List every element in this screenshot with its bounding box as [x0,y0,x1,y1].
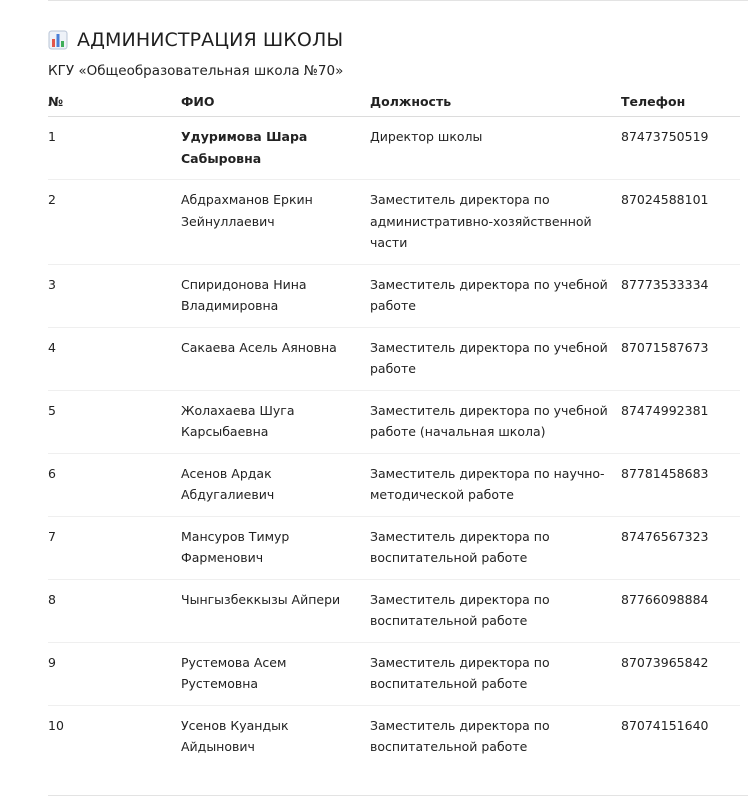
table-row [48,705,740,768]
cell-position: Заместитель директора по учебной работе (начальная школа) [370,390,621,453]
cell-fio: Асенов Ардак Абдугалиевич [181,453,370,516]
cell-fio: Абдрахманов Еркин Зейнуллаевич [181,180,370,265]
cell-fio: Мансуров Тимур Фарменович [181,516,370,579]
cell-fio: Жолахаева Шуга Карсыбаевна [181,390,370,453]
cell-position: Заместитель директора по учебной работе [370,327,621,390]
cell-phone: 87476567323 [621,516,740,579]
cell-number: 2 [48,180,181,265]
cell-position: Заместитель директора по воспитательной работе [370,642,621,705]
cell-fio: Чынгызбеккызы Айпери [181,579,370,642]
table-header-row [48,86,740,117]
cell-phone: 87073965842 [621,642,740,705]
cell-number: 4 [48,327,181,390]
page-title: АДМИНИСТРАЦИЯ ШКОЛЫ [77,29,344,51]
column-header-phone: Телефон [621,86,740,117]
cell-position: Заместитель директора по воспитательной работе [370,717,550,754]
cell-phone: 87474992381 [621,390,740,453]
page-heading [48,28,343,52]
cell-number: 9 [48,642,181,705]
cell-fio: Рустемова Асем Рустемовна [181,642,370,705]
table-row [48,264,740,327]
cell-phone: 87766098884 [621,579,740,642]
table-row [48,117,740,180]
column-header-number: № [48,86,181,117]
table-row [48,327,740,390]
cell-phone: 87473750519 [621,117,740,180]
cell-fio [181,117,370,180]
cell-phone: 87074151640 [621,717,709,733]
cell-position: Заместитель директора по воспитательной работе [370,579,621,642]
cell-number: 7 [48,516,181,579]
table-row [48,180,740,265]
cell-number: 10 [48,717,64,733]
table-row [48,579,740,642]
cell-number: 1 [48,117,181,180]
cell-phone: 87773533334 [621,264,740,327]
cell-number: 3 [48,264,181,327]
table-row [48,516,740,579]
cell-number: 8 [48,579,181,642]
organization-name: КГУ «Общеобразовательная школа №70» [48,63,344,79]
table-row [48,453,740,516]
cell-phone: 87024588101 [621,180,740,265]
top-divider [48,0,748,1]
cell-fio: Спиридонова Нина Владимировна [181,264,370,327]
cell-position: Заместитель директора по административно-хозяйственной части [370,180,621,265]
cell-position: Заместитель директора по научно-методической работе [370,453,621,516]
cell-position: Директор школы [370,117,621,180]
table-row [48,390,740,453]
cell-number: 6 [48,453,181,516]
table-row [48,642,740,705]
bottom-divider [48,795,748,796]
cell-position: Заместитель директора по воспитательной работе [370,516,621,579]
cell-phone: 87781458683 [621,453,740,516]
administration-table [48,86,740,768]
cell-fio: Усенов Куандык Айдынович [181,717,289,754]
cell-position: Заместитель директора по учебной работе [370,264,621,327]
column-header-fio: ФИО [181,86,370,117]
cell-phone: 87071587673 [621,327,740,390]
column-header-position: Должность [370,86,621,117]
cell-fio: Сакаева Асель Аяновна [181,327,370,390]
bar-chart-icon [48,30,68,50]
cell-number: 5 [48,390,181,453]
director-name: Удуримова Шара Сабыровна [181,129,308,166]
